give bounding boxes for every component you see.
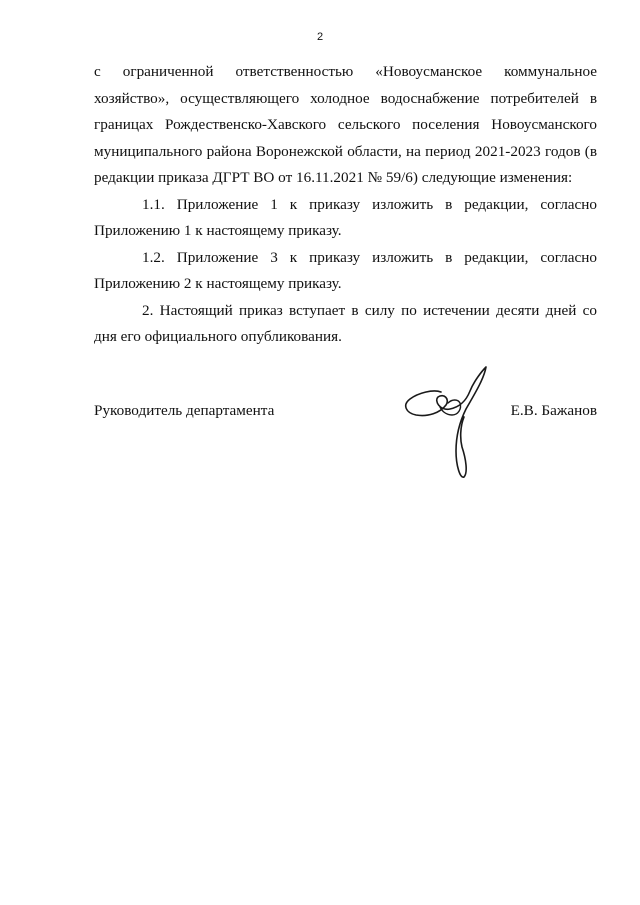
signatory-position: Руководитель департамента [94, 402, 275, 419]
paragraph-continuation: с ограниченной ответственностью «Новоусманское коммунальное хозяйство», осуществляющего холодное водоснабжение потребителей в границах Рождественско-Хавского сельского поселения Новоусманского муниципального района Воронежской области, на период 2021-2023 годов (в редакции приказа ДГРТ ВО от 16.11.2021 № 59/6) следующие изменения: [94, 63, 597, 186]
paragraph-item-1-1: 1.1. Приложение 1 к приказу изложить в редакции, согласно Приложению 1 к настоящему приказу. [94, 195, 597, 239]
signature-block [94, 365, 597, 485]
paragraph-item-2: 2. Настоящий приказ вступает в силу по истечении десяти дней со дня его официального опубликования. [94, 301, 597, 345]
handwritten-signature-icon [400, 365, 490, 483]
signatory-name: Е.В. Бажанов [510, 402, 597, 419]
document-body [94, 59, 597, 351]
paragraph-item-1-2: 1.2. Приложение 3 к приказу изложить в редакции, согласно Приложению 2 к настоящему приказу. [94, 248, 597, 292]
page-number: 2 [316, 31, 324, 43]
